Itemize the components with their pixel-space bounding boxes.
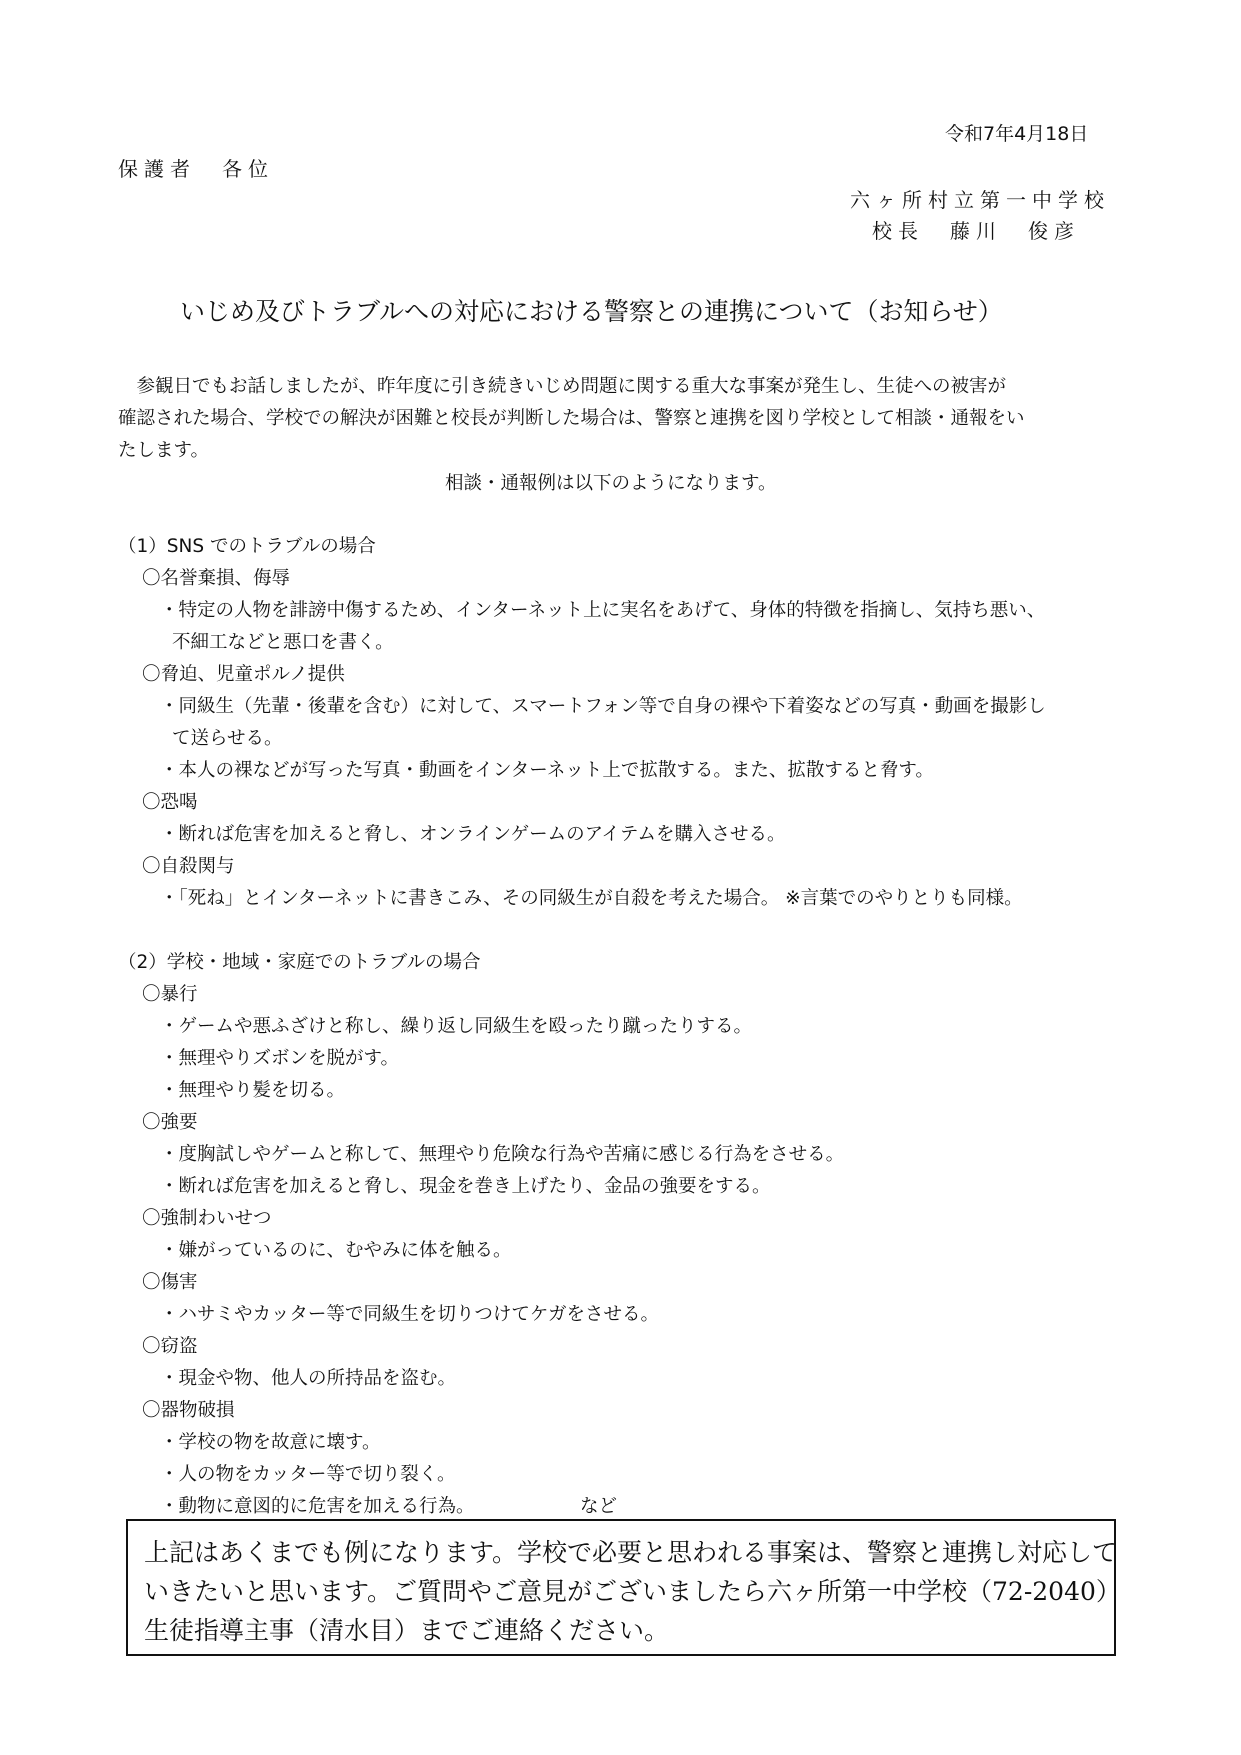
notice-line-3: 生徒指導主事（清水目）までご連絡ください。 xyxy=(144,1616,670,1645)
s2-cat2-item2: ・断れば危害を加えると脅し、現金を巻き上げたり、金品の強要をする。 xyxy=(160,1176,771,1197)
s2-cat6-item3: ・動物に意図的に危害を加える行為。 xyxy=(160,1496,475,1517)
s2-cat-indecency: 〇強制わいせつ xyxy=(142,1208,272,1229)
s2-cat6-item3-suffix: など xyxy=(580,1496,618,1517)
s1-cat1-item1-line1: ・特定の人物を誹謗中傷するため、インターネット上に実名をあげて、身体的特徴を指摘し、気持ち悪い、 xyxy=(160,600,1046,621)
s2-cat-coercion: 〇強要 xyxy=(142,1112,198,1133)
notice-line-2: いきたいと思います。ご質問やご意見がございましたら六ヶ所第一中学校（72-2040） xyxy=(144,1577,1121,1606)
s1-cat2-item1-line2: て送らせる。 xyxy=(172,728,283,749)
s2-cat-theft: 〇窃盗 xyxy=(142,1336,198,1357)
s1-cat-threat: 〇脅迫、児童ポルノ提供 xyxy=(142,664,345,685)
s2-cat1-item2: ・無理やりズボンを脱がす。 xyxy=(160,1048,400,1069)
s1-cat2-item1-line1: ・同級生（先輩・後輩を含む）に対して、スマートフォン等で自身の裸や下着姿などの写真・動画を撮影し xyxy=(160,696,1046,717)
s1-cat-suicide: 〇自殺関与 xyxy=(142,856,235,877)
s1-cat-extortion: 〇恐喝 xyxy=(142,792,198,813)
s2-cat1-item3: ・無理やり髪を切る。 xyxy=(160,1080,346,1101)
s1-cat1-item1-line2: 不細工などと悪口を書く。 xyxy=(172,632,394,653)
s2-cat1-item1: ・ゲームや悪ふざけと称し、繰り返し同級生を殴ったり蹴ったりする。 xyxy=(160,1016,753,1037)
s2-cat4-item1: ・ハサミやカッター等で同級生を切りつけてケガをさせる。 xyxy=(160,1304,659,1325)
s2-cat2-item1: ・度胸試しやゲームと称して、無理やり危険な行為や苦痛に感じる行為をさせる。 xyxy=(160,1144,845,1165)
section-2-heading: （2）学校・地域・家庭でのトラブルの場合 xyxy=(118,952,481,973)
sender-school: 六ヶ所村立第一中学校 xyxy=(850,188,1110,212)
s2-cat5-item1: ・現金や物、他人の所持品を盗む。 xyxy=(160,1368,457,1389)
intro-line-1: 参観日でもお話しましたが、昨年度に引き続きいじめ問題に関する重大な事案が発生し、生徒への被害が xyxy=(118,376,1007,397)
s2-cat-vandalism: 〇器物破損 xyxy=(142,1400,235,1421)
document-date: 令和7年4月18日 xyxy=(945,123,1089,145)
s2-cat6-item1: ・学校の物を故意に壊す。 xyxy=(160,1432,381,1453)
notice-line-1: 上記はあくまでも例になります。学校で必要と思われる事案は、警察と連携し対応して xyxy=(144,1538,1118,1567)
s1-cat2-item2: ・本人の裸などが写った写真・動画をインターネット上で拡散する。また、拡散すると脅す。 xyxy=(160,760,934,781)
s2-cat-injury: 〇傷害 xyxy=(142,1272,198,1293)
s2-cat6-item2: ・人の物をカッター等で切り裂く。 xyxy=(160,1464,456,1485)
s1-cat4-item1: ・「死ね」とインターネットに書きこみ、その同級生が自殺を考えた場合。 ※言葉でのやりとりも同様。 xyxy=(160,888,1023,909)
section-1-heading: （1）SNS でのトラブルの場合 xyxy=(118,536,376,557)
intro-line-2: 確認された場合、学校での解決が困難と校長が判断した場合は、警察と連携を図り学校として相談・通報をい xyxy=(118,408,1025,429)
intro-line-3: たします。 xyxy=(118,440,210,461)
document-title: いじめ及びトラブルへの対応における警察との連携について（お知らせ） xyxy=(180,297,1003,326)
s2-cat-assault: 〇暴行 xyxy=(142,984,198,1005)
s1-cat-defamation: 〇名誉棄損、侮辱 xyxy=(142,568,291,589)
recipient-line: 保護者 各位 xyxy=(118,157,274,181)
s2-cat3-item1: ・嫌がっているのに、むやみに体を触る。 xyxy=(160,1240,512,1261)
notice-box xyxy=(126,1519,1121,1656)
sender-principal: 校長 藤川 俊彦 xyxy=(872,219,1080,243)
example-intro: 相談・通報例は以下のようになります。 xyxy=(445,473,777,494)
s1-cat3-item1: ・断れば危害を加えると脅し、オンラインゲームのアイテムを購入させる。 xyxy=(160,824,786,845)
